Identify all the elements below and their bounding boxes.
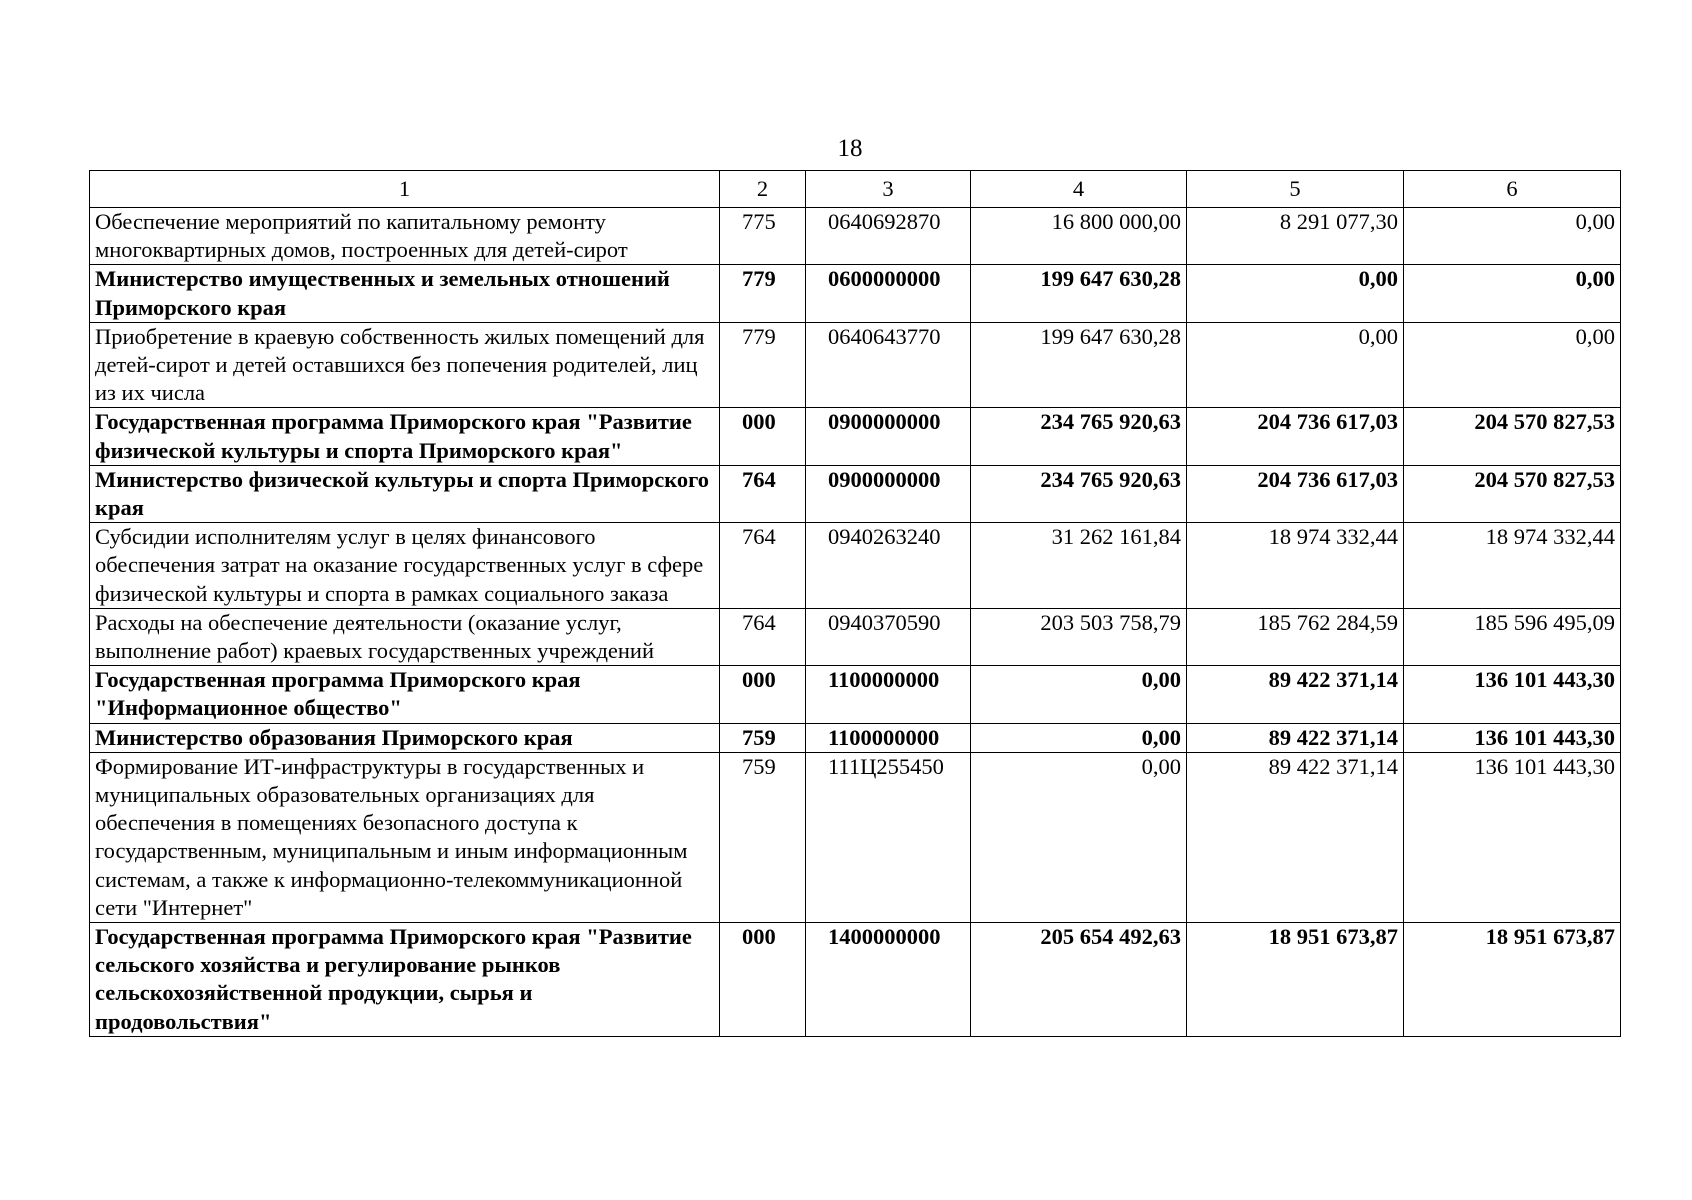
- row-col2: 775: [720, 208, 806, 265]
- row-name: Государственная программа Приморского края "Информационное общество": [90, 666, 720, 723]
- row-col5: 18 974 332,44: [1187, 523, 1404, 609]
- row-col4: 0,00: [971, 666, 1187, 723]
- row-col2: 759: [720, 752, 806, 922]
- row-col3: 0600000000: [806, 265, 971, 322]
- row-col6: 136 101 443,30: [1404, 666, 1621, 723]
- row-col4: 199 647 630,28: [971, 265, 1187, 322]
- row-col3: 0940263240: [806, 523, 971, 609]
- row-name: Приобретение в краевую собственность жилых помещений для детей-сирот и детей оставшихся без попечения родителей, лиц из их числа: [90, 322, 720, 408]
- row-col5: 204 736 617,03: [1187, 408, 1404, 465]
- row-col5: 185 762 284,59: [1187, 608, 1404, 665]
- row-col3: 1400000000: [806, 923, 971, 1037]
- row-col2: 000: [720, 408, 806, 465]
- table-row: [90, 523, 1621, 609]
- row-name: Государственная программа Приморского края "Развитие сельского хозяйства и регулирование рынков сельскохозяйственной продукции, сырья и продовольствия": [90, 923, 720, 1037]
- table-row: [90, 923, 1621, 1037]
- row-col3: 111Ц255450: [806, 752, 971, 922]
- row-col2: 000: [720, 923, 806, 1037]
- row-col6: 185 596 495,09: [1404, 608, 1621, 665]
- row-col2: 764: [720, 608, 806, 665]
- table-row: [90, 208, 1621, 265]
- header-col-1: 1: [90, 171, 720, 208]
- row-col3: 0940370590: [806, 608, 971, 665]
- row-col5: 8 291 077,30: [1187, 208, 1404, 265]
- header-col-5: 5: [1187, 171, 1404, 208]
- row-col5: 89 422 371,14: [1187, 723, 1404, 752]
- row-col5: 89 422 371,14: [1187, 666, 1404, 723]
- row-col6: 0,00: [1404, 208, 1621, 265]
- budget-table: [89, 170, 1621, 1037]
- row-col4: 31 262 161,84: [971, 523, 1187, 609]
- row-col2: 764: [720, 523, 806, 609]
- header-col-4: 4: [971, 171, 1187, 208]
- row-name: Формирование ИТ-инфраструктуры в государственных и муниципальных образовательных организациях для обеспечения в помещениях безопасного доступа к государственным, муниципальным и иным информационным системам, а также к информационно-телекоммуникационной сети "Интернет": [90, 752, 720, 922]
- table-row: [90, 465, 1621, 522]
- row-col2: 000: [720, 666, 806, 723]
- row-name: Расходы на обеспечение деятельности (оказание услуг, выполнение работ) краевых государственных учреждений: [90, 608, 720, 665]
- row-col5: 0,00: [1187, 265, 1404, 322]
- row-col2: 759: [720, 723, 806, 752]
- row-name: Министерство имущественных и земельных отношений Приморского края: [90, 265, 720, 322]
- header-col-3: 3: [806, 171, 971, 208]
- table-header-row: [90, 171, 1621, 208]
- row-col4: 234 765 920,63: [971, 465, 1187, 522]
- row-name: Обеспечение мероприятий по капитальному ремонту многоквартирных домов, построенных для детей-сирот: [90, 208, 720, 265]
- row-col2: 779: [720, 265, 806, 322]
- table-row: [90, 666, 1621, 723]
- header-col-2: 2: [720, 171, 806, 208]
- row-col6: 18 974 332,44: [1404, 523, 1621, 609]
- table-row: [90, 723, 1621, 752]
- row-name: Государственная программа Приморского края "Развитие физической культуры и спорта Приморского края": [90, 408, 720, 465]
- row-col5: 0,00: [1187, 322, 1404, 408]
- row-col4: 199 647 630,28: [971, 322, 1187, 408]
- row-col6: 0,00: [1404, 322, 1621, 408]
- row-name: Министерство образования Приморского края: [90, 723, 720, 752]
- row-col3: 0640643770: [806, 322, 971, 408]
- row-col4: 16 800 000,00: [971, 208, 1187, 265]
- row-col6: 136 101 443,30: [1404, 752, 1621, 922]
- row-col5: 89 422 371,14: [1187, 752, 1404, 922]
- row-col5: 204 736 617,03: [1187, 465, 1404, 522]
- row-col3: 1100000000: [806, 723, 971, 752]
- row-col4: 0,00: [971, 752, 1187, 922]
- header-col-6: 6: [1404, 171, 1621, 208]
- row-col2: 764: [720, 465, 806, 522]
- row-name: Министерство физической культуры и спорта Приморского края: [90, 465, 720, 522]
- row-col4: 0,00: [971, 723, 1187, 752]
- row-col2: 779: [720, 322, 806, 408]
- row-col3: 0900000000: [806, 408, 971, 465]
- table-row: [90, 608, 1621, 665]
- row-col6: 18 951 673,87: [1404, 923, 1621, 1037]
- row-col5: 18 951 673,87: [1187, 923, 1404, 1037]
- table-row: [90, 752, 1621, 922]
- row-col4: 205 654 492,63: [971, 923, 1187, 1037]
- row-col6: 204 570 827,53: [1404, 408, 1621, 465]
- row-col6: 136 101 443,30: [1404, 723, 1621, 752]
- row-col3: 1100000000: [806, 666, 971, 723]
- row-col6: 0,00: [1404, 265, 1621, 322]
- table-row: [90, 408, 1621, 465]
- table-row: [90, 322, 1621, 408]
- row-col6: 204 570 827,53: [1404, 465, 1621, 522]
- page-number: 18: [837, 135, 863, 162]
- row-col4: 234 765 920,63: [971, 408, 1187, 465]
- row-col3: 0900000000: [806, 465, 971, 522]
- row-name: Субсидии исполнителям услуг в целях финансового обеспечения затрат на оказание государственных услуг в сфере физической культуры и спорта в рамках социального заказа: [90, 523, 720, 609]
- row-col3: 0640692870: [806, 208, 971, 265]
- table-row: [90, 265, 1621, 322]
- row-col4: 203 503 758,79: [971, 608, 1187, 665]
